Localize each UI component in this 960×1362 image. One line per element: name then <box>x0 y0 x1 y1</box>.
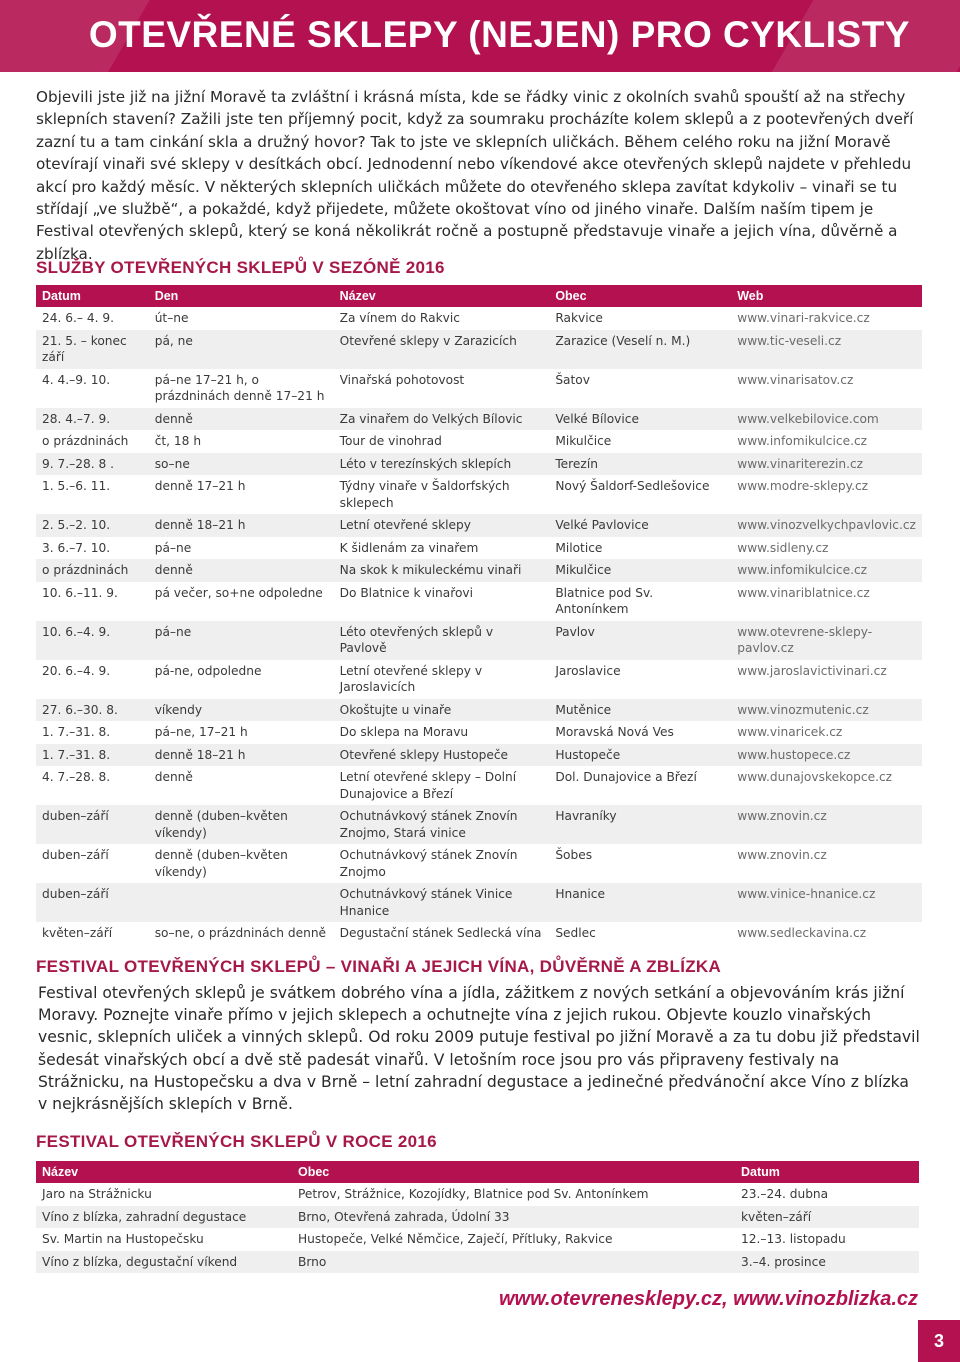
table-cell: denně 18–21 h <box>149 744 334 767</box>
table-cell <box>149 883 334 922</box>
table-cell[interactable]: www.vinariterezin.cz <box>731 453 922 476</box>
table-cell: K šidlenám za vinařem <box>339 540 479 555</box>
table-cell: Terezín <box>549 453 731 476</box>
table-cell: pá-ne, odpoledne <box>154 663 262 678</box>
table-cell[interactable]: www.vinice-hnanice.cz <box>731 883 922 922</box>
table-row <box>36 369 922 408</box>
table-cell: Milotice <box>555 540 603 555</box>
festival-title: FESTIVAL OTEVŘENÝCH SKLEPŮ – VINAŘI A JEJICH VÍNA, DŮVĚRNĚ A ZBLÍZKA <box>36 957 722 976</box>
table-cell: Víno z blízka, degustační víkend <box>36 1251 292 1274</box>
table-row <box>36 744 922 767</box>
table-cell[interactable]: www.jaroslavictivinari.cz <box>737 663 887 678</box>
table-cell: út–ne <box>154 311 189 325</box>
table-cell: Mikulčice <box>549 559 731 582</box>
table-cell: denně <box>149 408 334 431</box>
table-cell: pá, ne <box>149 330 334 369</box>
table-cell: Ochutnávkový stánek Vinice Hnanice <box>334 883 550 922</box>
column-header: Web <box>731 285 922 307</box>
table-cell: pá–ne, 17–21 h <box>154 725 248 739</box>
table-cell[interactable]: www.vinarisatov.cz <box>737 372 854 387</box>
table-cell: 9. 7.–28. 8 . <box>36 453 149 476</box>
table-cell: květen–září <box>735 1206 919 1229</box>
table-cell: 12.–13. listopadu <box>741 1232 846 1246</box>
page-title: OTEVŘENÉ SKLEPY (NEJEN) PRO CYKLISTY <box>88 14 910 55</box>
table-cell: so–ne, o prázdninách denně <box>154 926 327 940</box>
table-cell: Šatov <box>555 372 590 387</box>
table-cell: 3. 6.–7. 10. <box>42 540 111 555</box>
table-cell: Otevřené sklepy v Zarazicích <box>334 330 550 369</box>
table-cell: 10. 6.–11. 9. <box>42 585 118 600</box>
table-cell: Pavlov <box>549 621 731 660</box>
table-cell: Letní otevřené sklepy – Dolní Dunajovice a Březí <box>339 770 517 801</box>
table-row <box>36 1228 919 1251</box>
table-cell: Týdny vinaře v Šaldorfských sklepech <box>339 479 510 510</box>
table-cell: Vinařská pohotovost <box>339 372 465 387</box>
services-table <box>36 285 922 945</box>
services-title: SLUŽBY OTEVŘENÝCH SKLEPŮ V SEZÓNĚ 2016 <box>36 258 445 277</box>
table-cell: Velké Bílovice <box>549 408 731 431</box>
table-cell: Rakvice <box>555 311 603 325</box>
table-row <box>36 330 922 369</box>
table-cell: Okoštujte u vinaře <box>334 699 550 722</box>
table-cell: Hustopeče <box>549 744 731 767</box>
column-header: Den <box>149 285 334 307</box>
table-cell: 1. 5.–6. 11. <box>42 479 111 493</box>
table-row <box>36 699 922 722</box>
table-cell: Moravská Nová Ves <box>555 725 674 739</box>
table-cell: 1. 7.–31. 8. <box>42 725 111 739</box>
table-cell: Nový Šaldorf-Sedlešovice <box>555 479 710 493</box>
table-cell: Do Blatnice k vinařovi <box>339 585 474 600</box>
table-cell: Léto v terezínských sklepích <box>334 453 550 476</box>
table-row <box>36 582 922 621</box>
table-cell[interactable]: www.vinaricek.cz <box>737 725 843 739</box>
table-cell: 2. 5.–2. 10. <box>36 514 149 537</box>
table-cell[interactable]: www.velkebilovice.com <box>731 408 922 431</box>
table-row <box>36 408 922 431</box>
table-cell[interactable]: www.vinozmutenic.cz <box>731 699 922 722</box>
table-cell: Otevřené sklepy Hustopeče <box>334 744 550 767</box>
table-cell: Mikulčice <box>555 434 612 448</box>
table-cell: Sv. Martin na Hustopečsku <box>42 1232 204 1246</box>
table-row <box>36 1206 919 1229</box>
table-cell: Jaroslavice <box>555 663 621 678</box>
table-cell: pá večer, so+ne odpoledne <box>154 585 323 600</box>
table-cell: 1. 7.–31. 8. <box>36 744 149 767</box>
column-header: Obec <box>292 1161 735 1183</box>
table-cell: so–ne <box>149 453 334 476</box>
table-cell[interactable]: www.sedleckavina.cz <box>737 926 867 940</box>
table-cell: pá–ne <box>154 540 192 555</box>
table-row <box>36 475 922 514</box>
table-cell: 10. 6.–4. 9. <box>36 621 149 660</box>
table-cell: denně 18–21 h <box>149 514 334 537</box>
table-cell: denně (duben–květen víkendy) <box>149 805 334 844</box>
table-cell: Brno, Otevřená zahrada, Údolní 33 <box>292 1206 735 1229</box>
table-cell: Degustační stánek Sedlecká vína <box>339 926 542 940</box>
table-row <box>36 805 922 844</box>
column-header: Název <box>334 285 550 307</box>
table-cell[interactable]: www.infomikulcice.cz <box>731 559 922 582</box>
festival-paragraph: Festival otevřených sklepů je svátkem dobrého vína a jídla, zážitkem z nových setkání a objevováním krás jižní Moravy. Poznejte vinaře přímo v jejich sklepech a ochutnejte vína z jejich rukou. Objevte kouzlo vinařských vesnic, sklepních uliček a vinných sklepů. Od roku 2009 putuje festival po jižní Moravě a za tu dobu již představil šedesát vinařských obcí a dvě stě padesát vinařů. V letošním roce jsou pro vás připraveny festivaly na Strážnicku, na Hustopečsku a dva v Brně – letní zahradní degustace a jedinečné předvánoční akce Víno z blízka v nejkrásnějších sklepích v Brně. <box>38 984 920 1114</box>
table-cell[interactable]: www.vinozvelkychpavlovic.cz <box>731 514 922 537</box>
table-row <box>36 1183 919 1206</box>
table-cell: 3.–4. prosince <box>735 1251 919 1274</box>
table-cell[interactable]: www.modre-sklepy.cz <box>737 479 869 493</box>
table-cell: Hnanice <box>549 883 731 922</box>
table-cell: Mutěnice <box>549 699 731 722</box>
column-header: Datum <box>36 285 149 307</box>
table-row <box>36 537 922 560</box>
table-row <box>36 430 922 453</box>
table-cell: Za vínem do Rakvic <box>339 311 460 325</box>
table-cell[interactable]: www.vinariblatnice.cz <box>737 585 870 600</box>
table-cell[interactable]: www.hustopece.cz <box>731 744 922 767</box>
festival-2016-table <box>36 1161 919 1273</box>
table-cell: Letní otevřené sklepy v Jaroslavicích <box>339 663 483 694</box>
table-cell: 21. 5. – konec září <box>36 330 149 369</box>
table-cell: Ochutnávkový stánek Znovín Znojmo <box>339 848 518 879</box>
table-cell: čt, 18 h <box>154 434 202 448</box>
table-cell: Brno <box>292 1251 735 1274</box>
table-cell: duben–září <box>36 883 149 922</box>
table-cell: Za vinařem do Velkých Bílovic <box>334 408 550 431</box>
table-cell: 28. 4.–7. 9. <box>36 408 149 431</box>
table-cell: 24. 6.– 4. 9. <box>42 311 114 325</box>
table-cell: Zarazice (Veselí n. M.) <box>549 330 731 369</box>
table-cell[interactable]: www.tic-veseli.cz <box>731 330 922 369</box>
table-cell[interactable]: www.znovin.cz <box>731 805 922 844</box>
table-cell[interactable]: www.vinari-rakvice.cz <box>737 311 870 325</box>
footer-links[interactable]: www.otevrenesklepy.cz, www.vinozblizka.cz <box>498 1288 918 1310</box>
table-cell: denně <box>149 559 334 582</box>
table-cell: denně <box>154 770 193 784</box>
table-cell: víkendy <box>149 699 334 722</box>
table-cell: Sedlec <box>555 926 596 940</box>
table-cell[interactable]: www.infomikulcice.cz <box>737 434 868 448</box>
table-cell: pá–ne <box>149 621 334 660</box>
table-row <box>36 721 922 744</box>
table-cell: denně 17–21 h <box>154 479 246 493</box>
table-row <box>36 844 922 883</box>
table-cell: duben–září <box>42 848 109 862</box>
table-cell: 4. 4.–9. 10. <box>42 372 111 387</box>
table-row <box>36 453 922 476</box>
table-cell: pá–ne 17–21 h, o prázdninách denně 17–21 h <box>154 372 325 403</box>
table-cell: Hustopeče, Velké Němčice, Zaječí, Přítluky, Rakvice <box>298 1232 613 1246</box>
festival-2016-title: FESTIVAL OTEVŘENÝCH SKLEPŮ V ROCE 2016 <box>36 1132 437 1151</box>
table-row <box>36 514 922 537</box>
table-cell: o prázdninách <box>36 559 149 582</box>
table-cell: Do sklepa na Moravu <box>339 725 469 739</box>
table-cell: Ochutnávkový stánek Znovín Znojmo, Stará vinice <box>334 805 550 844</box>
table-row <box>36 883 922 922</box>
table-cell: Víno z blízka, zahradní degustace <box>36 1206 292 1229</box>
table-cell: Dol. Dunajovice a Březí <box>555 770 697 784</box>
table-cell: 4. 7.–28. 8. <box>42 770 111 784</box>
column-header: Datum <box>735 1161 919 1183</box>
table-cell: Šobes <box>555 848 593 862</box>
table-cell[interactable]: www.dunajovskekopce.cz <box>737 770 893 784</box>
table-cell: Tour de vinohrad <box>339 434 442 448</box>
table-row <box>36 660 922 699</box>
table-cell: Léto otevřených sklepů v Pavlově <box>334 621 550 660</box>
intro-paragraph: Objevili jste již na jižní Moravě ta zvláštní i krásná místa, kde se řádky vinic z okolních svahů spouští až na střechy sklepních stavení? Zažili jste ten příjemný pocit, když za soumraku procházíte kolem sklepů a z pootevřených dveří zazní tu a tam cinkání skla a družný hovor? Tak to jste ve sklepních uličkách. Během celého roku na jižní Moravě otevírají vinaři své sklepy v desítkách obcí. Jednodenní nebo víkendové akce otevřených sklepů najdete v přehledu akcí pro každý měsíc. V některých sklepních uličkách můžete do otevřeného sklepa zavítat kdykoliv – vinaři se tu střídají „ve službě“, a pokaždé, když přijedete, můžete okoštovat víno od jiného vinaře. Dalším naším tipem je Festival otevřených sklepů, který se koná několikrát ročně a postupně představuje vinaře a jejich vína, důvěrně a zblízka. <box>36 88 914 263</box>
table-cell: 27. 6.–30. 8. <box>36 699 149 722</box>
table-row <box>36 1251 919 1274</box>
table-row <box>36 621 922 660</box>
table-row <box>36 922 922 945</box>
table-cell[interactable]: www.sidleny.cz <box>737 540 829 555</box>
column-header: Obec <box>549 285 731 307</box>
table-cell: 20. 6.–4. 9. <box>42 663 111 678</box>
table-cell: Jaro na Strážnicku <box>42 1187 152 1201</box>
table-cell: Blatnice pod Sv. Antonínkem <box>555 585 654 616</box>
table-cell[interactable]: www.otevrene-sklepy-pavlov.cz <box>731 621 922 660</box>
table-cell: Letní otevřené sklepy <box>334 514 550 537</box>
table-cell: Petrov, Strážnice, Kozojídky, Blatnice pod Sv. Antonínkem <box>298 1187 649 1201</box>
table-cell: denně (duben–květen víkendy) <box>154 848 288 879</box>
column-header: Název <box>36 1161 292 1183</box>
table-cell: květen–září <box>42 926 113 940</box>
page-number: 3 <box>918 1320 960 1362</box>
table-cell: Havraníky <box>549 805 731 844</box>
table-row <box>36 766 922 805</box>
page-header <box>0 0 960 72</box>
table-cell: duben–září <box>36 805 149 844</box>
table-cell: o prázdninách <box>42 434 129 448</box>
table-cell: 23.–24. dubna <box>741 1187 829 1201</box>
table-cell: Velké Pavlovice <box>549 514 731 537</box>
table-cell: Na skok k mikuleckému vinaři <box>334 559 550 582</box>
table-cell[interactable]: www.znovin.cz <box>737 848 827 862</box>
table-row <box>36 307 922 330</box>
table-row <box>36 559 922 582</box>
